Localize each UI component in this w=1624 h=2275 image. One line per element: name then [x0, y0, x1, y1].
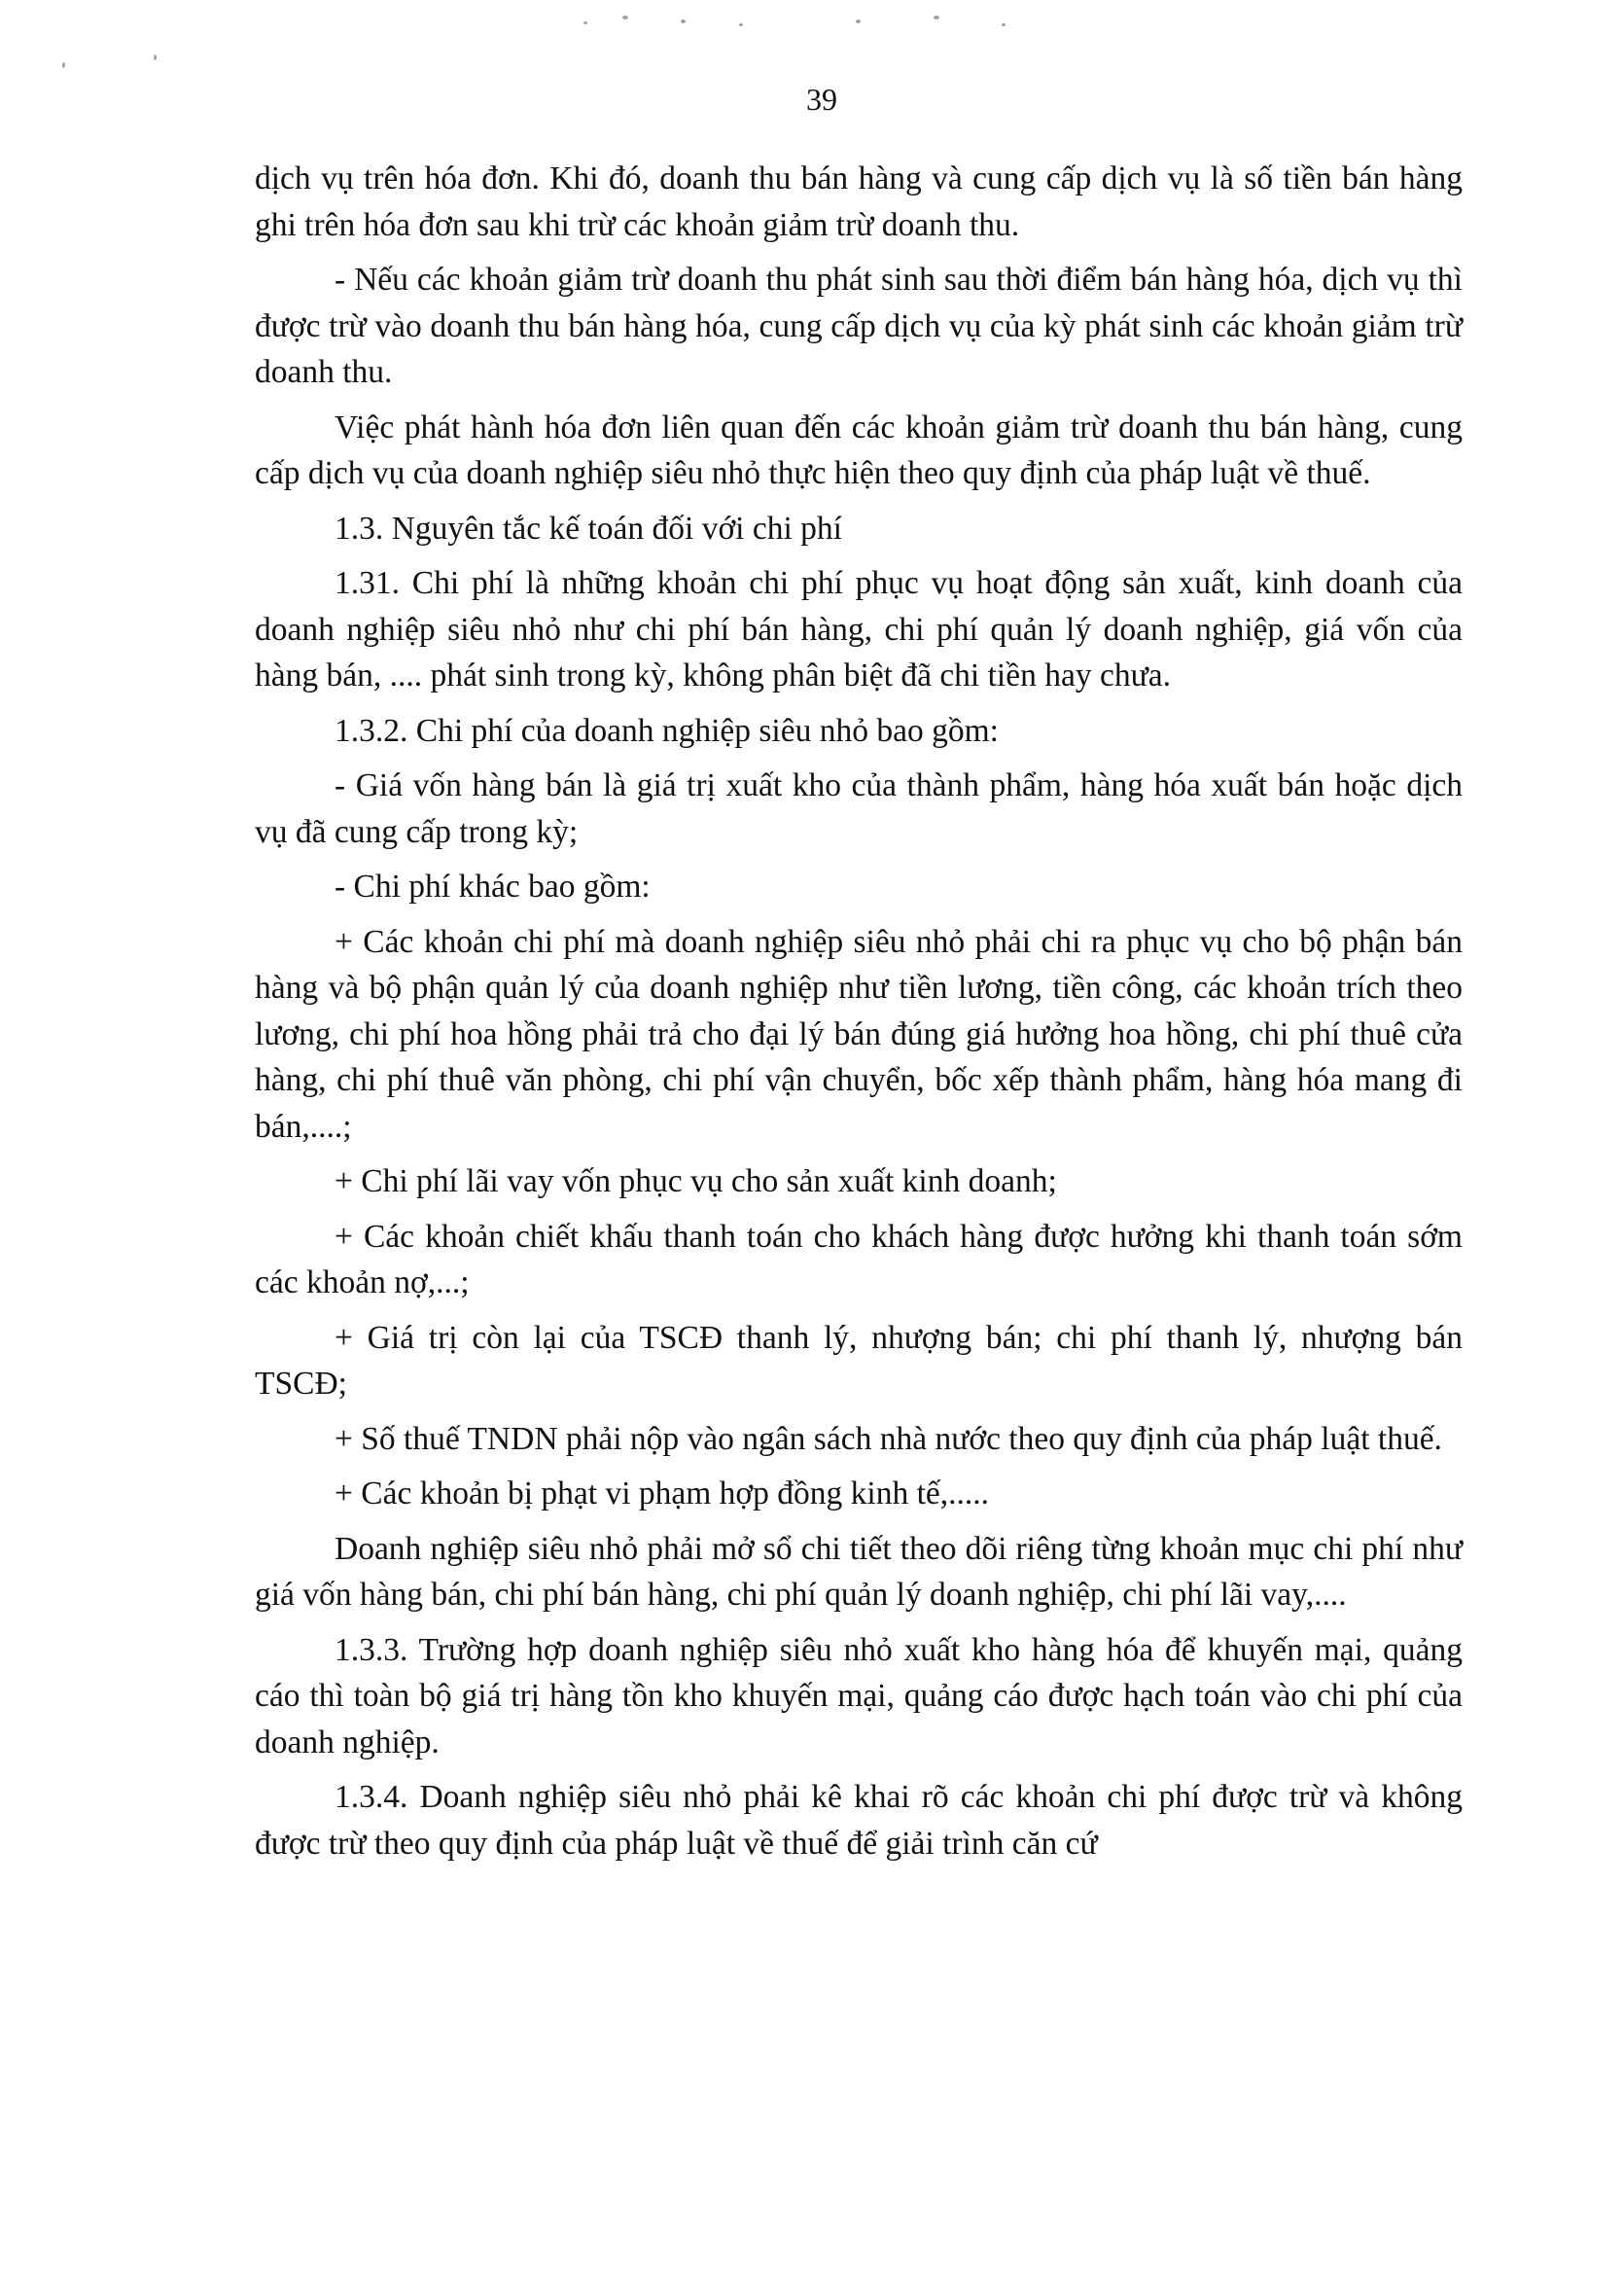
scan-noise: [681, 19, 686, 23]
scan-noise: [583, 21, 587, 24]
paragraph: - Nếu các khoản giảm trừ doanh thu phát sinh sau thời điểm bán hàng hóa, dịch vụ thì được trừ vào doanh thu bán hàng hóa, cung cấp dịch vụ của kỳ phát sinh các khoản giảm trừ doanh thu.: [255, 262, 1463, 390]
body-text: [255, 156, 1463, 1875]
scan-noise: [739, 23, 743, 26]
paragraph: + Chi phí lãi vay vốn phục vụ cho sản xuất kinh doanh;: [335, 1163, 1057, 1199]
paragraph: 1.3.3. Trường hợp doanh nghiệp siêu nhỏ xuất kho hàng hóa để khuyến mại, quảng cáo thì toàn bộ giá trị hàng tồn kho khuyến mại, quảng cáo được hạch toán vào chi phí của doanh nghiệp.: [255, 1631, 1463, 1760]
paragraph: Doanh nghiệp siêu nhỏ phải mở sổ chi tiết theo dõi riêng từng khoản mục chi phí như giá vốn hàng bán, chi phí bán hàng, chi phí quản lý doanh nghiệp, chi phí lãi vay,....: [255, 1530, 1463, 1613]
scan-noise: [622, 16, 628, 19]
paragraph: - Giá vốn hàng bán là giá trị xuất kho của thành phẩm, hàng hóa xuất bán hoặc dịch vụ đã cung cấp trong kỳ;: [255, 767, 1463, 850]
paragraph: dịch vụ trên hóa đơn. Khi đó, doanh thu bán hàng và cung cấp dịch vụ là số tiền bán hàng ghi trên hóa đơn sau khi trừ các khoản giảm trừ doanh thu.: [255, 160, 1463, 243]
paragraph: 1.3. Nguyên tắc kế toán đối với chi phí: [335, 510, 842, 547]
paragraph: + Các khoản chiết khấu thanh toán cho khách hàng được hưởng khi thanh toán sớm các khoản nợ,...;: [255, 1218, 1463, 1300]
scan-noise: [934, 16, 939, 19]
scan-noise: [62, 62, 65, 68]
paragraph: + Số thuế TNDN phải nộp vào ngân sách nhà nước theo quy định của pháp luật thuế.: [335, 1420, 1442, 1457]
paragraph: + Các khoản bị phạt vi phạm hợp đồng kinh tế,.....: [335, 1475, 990, 1511]
paragraph: + Giá trị còn lại của TSCĐ thanh lý, nhượng bán; chi phí thanh lý, nhượng bán TSCĐ;: [255, 1319, 1463, 1402]
scan-noise: [1002, 23, 1006, 26]
paragraph: + Các khoản chi phí mà doanh nghiệp siêu nhỏ phải chi ra phục vụ cho bộ phận bán hàng và bộ phận quản lý của doanh nghiệp như tiền lương, tiền công, các khoản trích theo lương, chi phí hoa hồng phải trả cho đại lý bán đúng giá hưởng hoa hồng, chi phí thuê cửa hàng, chi phí thuê văn phòng, chi phí vận chuyển, bốc xếp thành phẩm, hàng hóa mang đi bán,....;: [255, 923, 1463, 1145]
scan-noise: [154, 54, 157, 60]
paragraph: 1.3.2. Chi phí của doanh nghiệp siêu nhỏ bao gồm:: [335, 712, 999, 749]
paragraph: 1.3.4. Doanh nghiệp siêu nhỏ phải kê khai rõ các khoản chi phí được trừ và không được trừ theo quy định của pháp luật về thuế để giải trình căn cứ: [255, 1779, 1463, 1862]
page-number: 39: [806, 82, 837, 117]
paragraph: - Chi phí khác bao gồm:: [335, 869, 651, 905]
paragraph: 1.31. Chi phí là những khoản chi phí phục vụ hoạt động sản xuất, kinh doanh của doanh nghiệp siêu nhỏ như chi phí bán hàng, chi phí quản lý doanh nghiệp, giá vốn của hàng bán, .... phát sinh trong kỳ, không phân biệt đã chi tiền hay chưa.: [255, 565, 1463, 693]
paragraph: Việc phát hành hóa đơn liên quan đến các khoản giảm trừ doanh thu bán hàng, cung cấp dịch vụ của doanh nghiệp siêu nhỏ thực hiện theo quy định của pháp luật về thuế.: [255, 409, 1463, 491]
scan-noise: [856, 19, 861, 23]
